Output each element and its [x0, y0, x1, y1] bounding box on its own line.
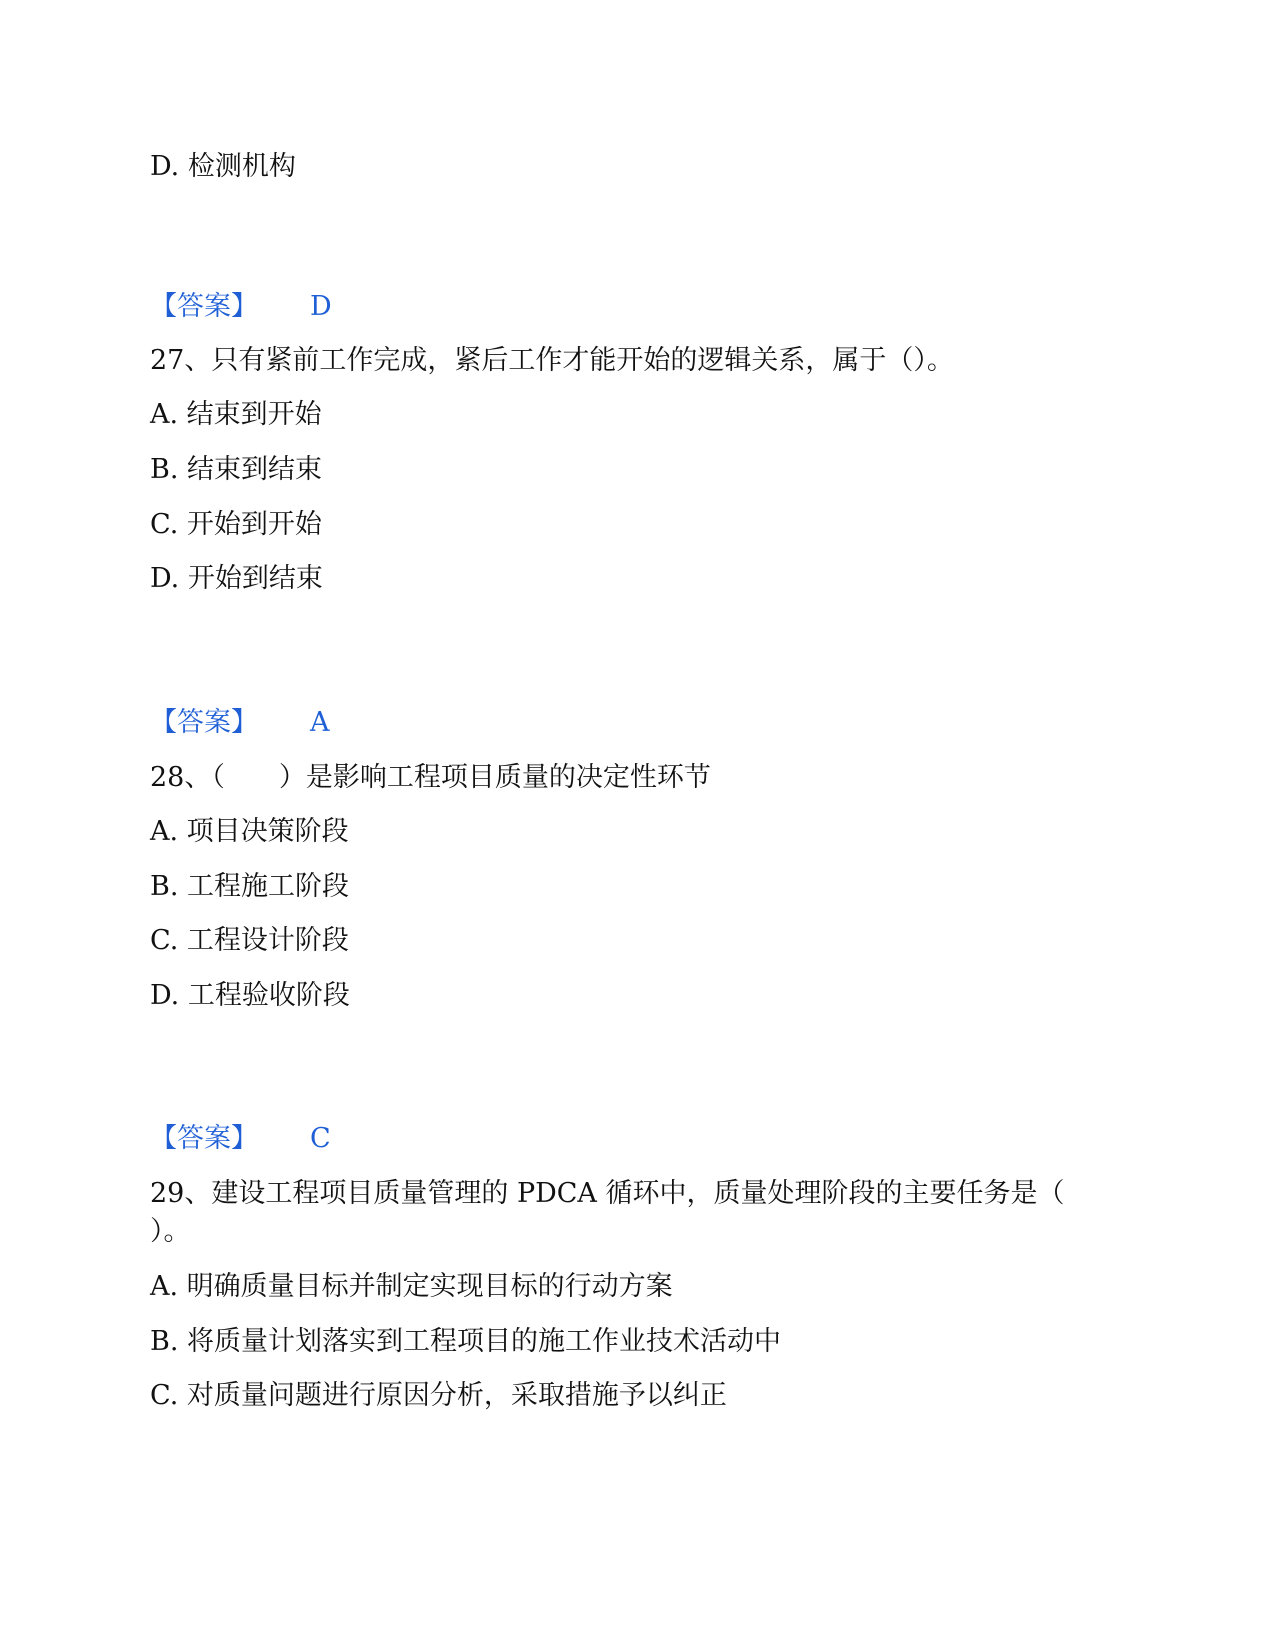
answer-label: 【答案】: [150, 707, 258, 738]
q28-option-b: B. 工程施工阶段: [150, 871, 350, 902]
answer-label: 【答案】: [150, 291, 258, 322]
answer-value: A: [310, 707, 330, 738]
q28-stem: 28、（ ）是影响工程项目质量的决定性环节: [150, 762, 711, 793]
q26-answer: [150, 290, 332, 324]
answer-value: D: [310, 291, 332, 322]
q29-stem-line2: ）。: [150, 1216, 191, 1247]
q27-answer: [150, 706, 330, 740]
q27-option-b: B. 结束到结束: [150, 454, 323, 485]
q29-option-c: C. 对质量问题进行原因分析，采取措施予以纠正: [150, 1380, 727, 1411]
answer-value: C: [310, 1123, 331, 1154]
q29-stem-line1: 29、建设工程项目质量管理的 PDCA 循环中，质量处理阶段的主要任务是（: [150, 1178, 1065, 1209]
q28-option-d: D. 工程验收阶段: [150, 980, 350, 1011]
answer-label: 【答案】: [150, 1123, 258, 1154]
q27-option-c: C. 开始到开始: [150, 509, 322, 540]
q27-option-a: A. 结束到开始: [150, 399, 322, 430]
q29-option-b: B. 将质量计划落实到工程项目的施工作业技术活动中: [150, 1326, 782, 1357]
q27-option-d: D. 开始到结束: [150, 563, 323, 594]
q27-stem: 27、只有紧前工作完成，紧后工作才能开始的逻辑关系，属于（）。: [150, 345, 954, 376]
q28-option-a: A. 项目决策阶段: [150, 816, 349, 847]
q26-option-d: D. 检测机构: [150, 151, 296, 182]
q28-answer: [150, 1122, 331, 1156]
q29-option-a: A. 明确质量目标并制定实现目标的行动方案: [150, 1271, 673, 1302]
q28-option-c: C. 工程设计阶段: [150, 925, 349, 956]
